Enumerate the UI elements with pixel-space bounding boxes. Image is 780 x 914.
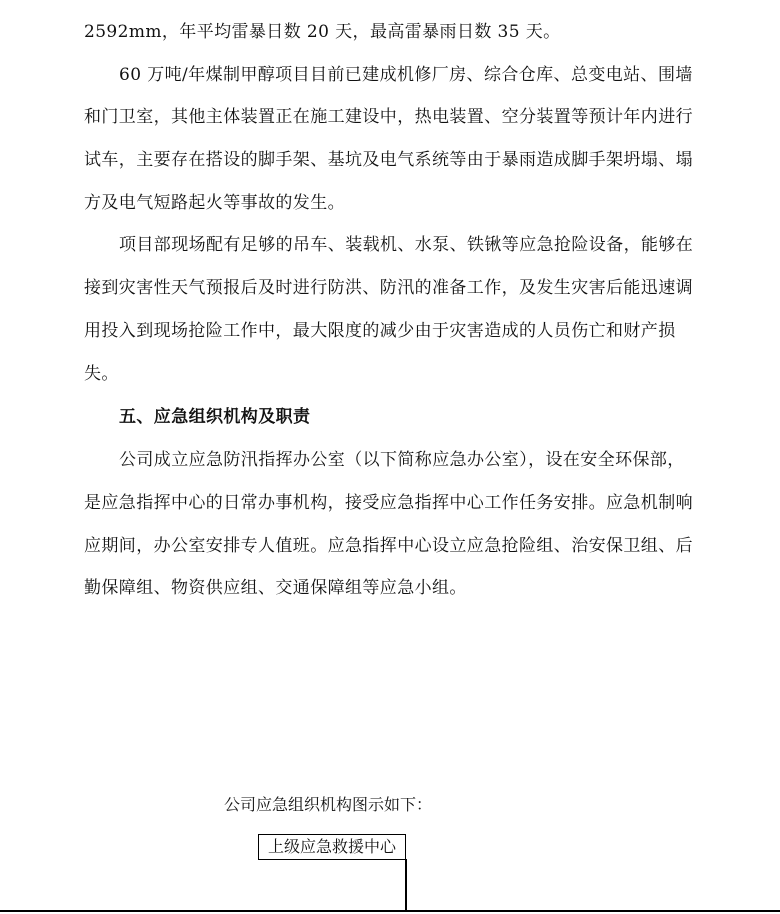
paragraph-line: 项目部现场配有足够的吊车、装载机、水泵、铁锹等应急抢险设备，能够在 (119, 235, 694, 255)
org-chart-top-node: 上级应急救援中心 (258, 834, 406, 860)
org-chart-connector-line (405, 859, 407, 911)
paragraph-line: 方及电气短路起火等事故的发生。 (84, 193, 345, 213)
paragraph-line: 应期间，办公室安排专人值班。应急指挥中心设立应急抢险组、治安保卫组、后 (84, 536, 693, 556)
page-bottom-rule (0, 910, 780, 912)
paragraph-line: 用投入到现场抢险工作中，最大限度的减少由于灾害造成的人员伤亡和财产损 (84, 321, 676, 341)
paragraph-line: 60 万吨/年煤制甲醇项目目前已建成机修厂房、综合仓库、总变电站、围墙 (119, 65, 693, 85)
org-chart-caption: 公司应急组织机构图示如下： (224, 795, 433, 814)
paragraph-line: 接到灾害性天气预报后及时进行防洪、防汛的准备工作，及发生灾害后能迅速调 (84, 278, 693, 298)
section-heading: 五、应急组织机构及职责 (119, 407, 311, 427)
paragraph-line: 勤保障组、物资供应组、交通保障组等应急小组。 (84, 578, 467, 598)
paragraph-line: 是应急指挥中心的日常办事机构，接受应急指挥中心工作任务安排。应急机制响 (84, 493, 693, 513)
paragraph-line: 失。 (84, 364, 119, 384)
paragraph-line: 和门卫室，其他主体装置正在施工建设中，热电装置、空分装置等预计年内进行 (84, 107, 693, 127)
paragraph-line: 试车，主要存在搭设的脚手架、基坑及电气系统等由于暴雨造成脚手架坍塌、塌 (84, 150, 693, 170)
paragraph-line: 公司成立应急防汛指挥办公室（以下简称应急办公室），设在安全环保部， (119, 450, 685, 470)
paragraph-line: 2592mm，年平均雷暴日数 20 天，最高雷暴雨日数 35 天。 (84, 22, 561, 42)
